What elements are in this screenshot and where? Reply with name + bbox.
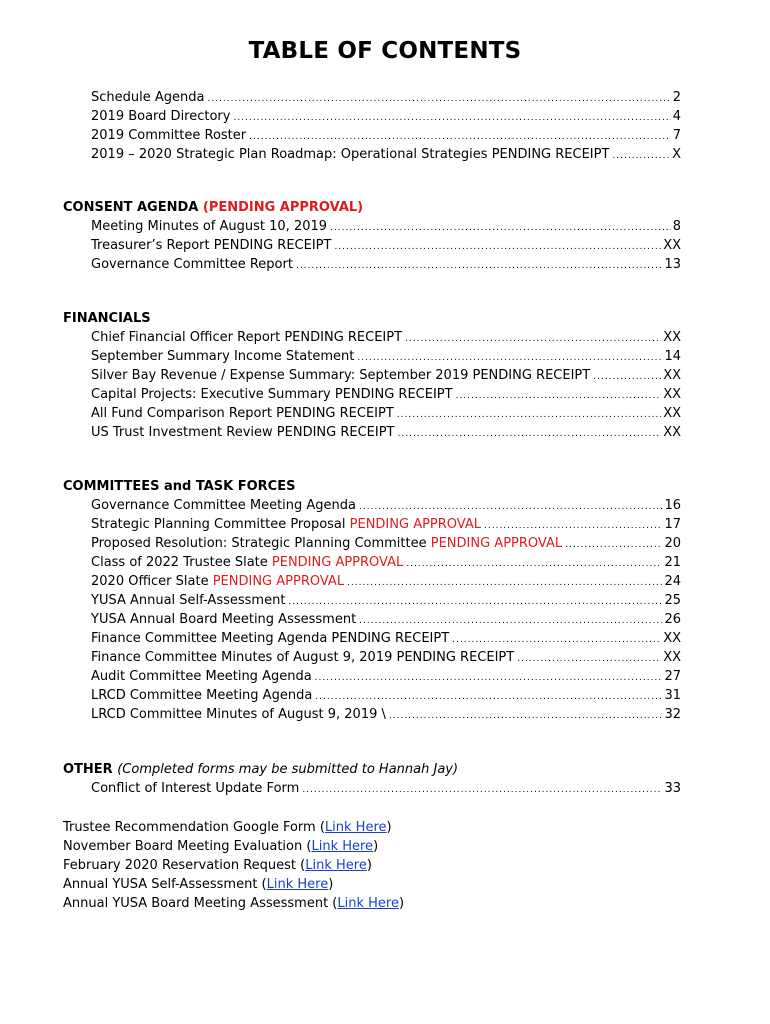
toc-entry-governance-report[interactable] xyxy=(91,255,681,274)
toc-entry-proposed-resolution[interactable] xyxy=(91,534,681,553)
toc-page-number: 32 xyxy=(664,707,681,722)
toc-entry-label: LRCD Committee Minutes of August 9, 2019 \ xyxy=(91,707,386,722)
toc-page-number: 13 xyxy=(664,257,681,272)
toc-page-number: X xyxy=(672,147,681,162)
section-heading-other xyxy=(63,760,458,779)
toc-page-number: 25 xyxy=(664,593,681,608)
link-line-label: November Board Meeting Evaluation xyxy=(63,839,303,854)
toc-entry-self-assessment[interactable] xyxy=(91,591,681,610)
toc-page-number: XX xyxy=(663,387,681,402)
toc-entry-officer-slate[interactable] xyxy=(91,572,681,591)
toc-entry-label: Finance Committee Minutes of August 9, 2019 PENDING RECEIPT xyxy=(91,650,515,665)
toc-entry-finance-agenda[interactable] xyxy=(91,629,681,648)
toc-entry-trustee-slate[interactable] xyxy=(91,553,681,572)
toc-page-number: 16 xyxy=(664,498,681,513)
toc-entry-label: 2019 – 2020 Strategic Plan Roadmap: Operational Strategies PENDING RECEIPT xyxy=(91,147,610,162)
toc-page-number: 27 xyxy=(664,669,681,684)
toc-entry-finance-minutes[interactable] xyxy=(91,648,681,667)
toc-entry-governance-agenda[interactable] xyxy=(91,496,681,515)
toc-entry-label: YUSA Annual Self-Assessment xyxy=(91,593,286,608)
toc-entry-label: Proposed Resolution: Strategic Planning Committee xyxy=(91,536,431,551)
toc-entry-schedule-agenda[interactable] xyxy=(91,88,681,107)
link-line-self-assessment: Annual YUSA Self-Assessment (Link Here) xyxy=(63,877,334,892)
toc-entry-label: 2019 Board Directory xyxy=(91,109,231,124)
toc-entry-meeting-minutes[interactable] xyxy=(91,217,681,236)
toc-entry-label: 2020 Officer Slate xyxy=(91,574,213,589)
toc-entry-label: Meeting Minutes of August 10, 2019 xyxy=(91,219,328,234)
toc-entry-label: All Fund Comparison Report PENDING RECEIPT xyxy=(91,406,394,421)
toc-entry-label: Chief Financial Officer Report PENDING RECEIPT xyxy=(91,330,403,345)
link-line-label: Trustee Recommendation Google Form xyxy=(63,820,316,835)
section-heading-consent-agenda xyxy=(63,198,363,217)
toc-entry-label: September Summary Income Statement xyxy=(91,349,355,364)
toc-entry-cfo-report[interactable] xyxy=(91,328,681,347)
link-here[interactable]: Link Here xyxy=(266,877,329,892)
toc-entry-label: YUSA Annual Board Meeting Assessment xyxy=(91,612,357,627)
link-line-board-evaluation: November Board Meeting Evaluation (Link Here) xyxy=(63,839,379,854)
toc-entry-label: Strategic Planning Committee Proposal xyxy=(91,517,350,532)
toc-entry-label: Finance Committee Meeting Agenda PENDING RECEIPT xyxy=(91,631,450,646)
toc-page-number: 8 xyxy=(672,219,681,234)
link-here[interactable]: Link Here xyxy=(337,896,399,911)
link-here[interactable]: Link Here xyxy=(324,820,387,835)
toc-page-number: XX xyxy=(663,238,681,253)
toc-page-number: 14 xyxy=(664,349,681,364)
link-line-label: February 2020 Reservation Request xyxy=(63,858,297,873)
toc-page-number: XX xyxy=(663,425,681,440)
link-line-label: Annual YUSA Board Meeting Assessment xyxy=(63,896,329,911)
toc-entry-label: US Trust Investment Review PENDING RECEIPT xyxy=(91,425,395,440)
toc-entry-capital-projects[interactable] xyxy=(91,385,681,404)
toc-page-number: 33 xyxy=(664,781,681,796)
section-heading-financials: FINANCIALS xyxy=(63,311,151,326)
toc-entry-board-directory[interactable] xyxy=(91,107,681,126)
toc-entry-strategic-plan-roadmap[interactable] xyxy=(91,145,681,164)
link-line-board-meeting-assessment: Annual YUSA Board Meeting Assessment (Link Here) xyxy=(63,896,405,911)
toc-entry-label: Audit Committee Meeting Agenda xyxy=(91,669,312,684)
toc-page-number: 31 xyxy=(664,688,681,703)
toc-page-number: 2 xyxy=(672,90,681,105)
pending-approval-note: PENDING APPROVAL xyxy=(212,574,345,589)
toc-page-number: 24 xyxy=(664,574,681,589)
link-here[interactable]: Link Here xyxy=(305,858,367,873)
toc-entry-silver-bay-summary[interactable] xyxy=(91,366,681,385)
toc-entry-label: Class of 2022 Trustee Slate xyxy=(91,555,272,570)
link-here[interactable]: Link Here xyxy=(311,839,374,854)
toc-entry-label: Governance Committee Report xyxy=(91,257,293,272)
page-title: TABLE OF CONTENTS xyxy=(248,38,522,64)
toc-page-number: 20 xyxy=(664,536,681,551)
toc-page-number: XX xyxy=(663,330,681,345)
section-heading-text: OTHER xyxy=(63,762,113,777)
toc-entry-label: LRCD Committee Meeting Agenda xyxy=(91,688,313,703)
section-heading-note: (Completed forms may be submitted to Hannah Jay) xyxy=(117,762,459,777)
toc-entry-lrcd-agenda[interactable] xyxy=(91,686,681,705)
section-heading-committees: COMMITTEES and TASK FORCES xyxy=(63,479,296,494)
toc-entry-label: Capital Projects: Executive Summary PENDING RECEIPT xyxy=(91,387,453,402)
toc-page-number: XX xyxy=(663,406,681,421)
toc-entry-lrcd-minutes[interactable] xyxy=(91,705,681,724)
toc-entry-conflict-of-interest[interactable] xyxy=(91,779,681,798)
toc-entry-label: Conflict of Interest Update Form xyxy=(91,781,300,796)
toc-entry-label: Silver Bay Revenue / Expense Summary: September 2019 PENDING RECEIPT xyxy=(91,368,591,383)
toc-page-number: 26 xyxy=(664,612,681,627)
toc-page-number: 17 xyxy=(664,517,681,532)
toc-page-number: XX xyxy=(663,631,681,646)
toc-page-number: 21 xyxy=(664,555,681,570)
toc-entry-label: Treasurer’s Report PENDING RECEIPT xyxy=(91,238,332,253)
pending-approval-note: PENDING APPROVAL xyxy=(430,536,563,551)
toc-entry-fund-comparison[interactable] xyxy=(91,404,681,423)
toc-entry-label: Schedule Agenda xyxy=(91,90,205,105)
pending-approval-note: PENDING APPROVAL xyxy=(271,555,404,570)
toc-entry-board-meeting-assessment[interactable] xyxy=(91,610,681,629)
pending-approval-note: PENDING APPROVAL xyxy=(349,517,481,532)
toc-entry-us-trust-review[interactable] xyxy=(91,423,681,442)
toc-page-number: XX xyxy=(663,368,681,383)
toc-entry-committee-roster[interactable] xyxy=(91,126,681,145)
link-line-label: Annual YUSA Self-Assessment xyxy=(63,877,258,892)
pending-approval-note: (PENDING APPROVAL) xyxy=(202,200,364,215)
section-heading-text: CONSENT AGENDA xyxy=(63,200,199,215)
toc-entry-income-statement[interactable] xyxy=(91,347,681,366)
toc-entry-label: Governance Committee Meeting Agenda xyxy=(91,498,356,513)
toc-entry-label: 2019 Committee Roster xyxy=(91,128,247,143)
toc-entry-audit-agenda[interactable] xyxy=(91,667,681,686)
toc-page-number: 7 xyxy=(672,128,681,143)
link-line-trustee-recommendation: Trustee Recommendation Google Form (Link Here) xyxy=(63,820,392,835)
toc-page-number: 4 xyxy=(672,109,681,124)
toc-entry-treasurers-report[interactable] xyxy=(91,236,681,255)
toc-page-number: XX xyxy=(663,650,681,665)
link-line-reservation-request: February 2020 Reservation Request (Link Here) xyxy=(63,858,372,873)
toc-entry-strategic-planning-proposal[interactable] xyxy=(91,515,681,534)
